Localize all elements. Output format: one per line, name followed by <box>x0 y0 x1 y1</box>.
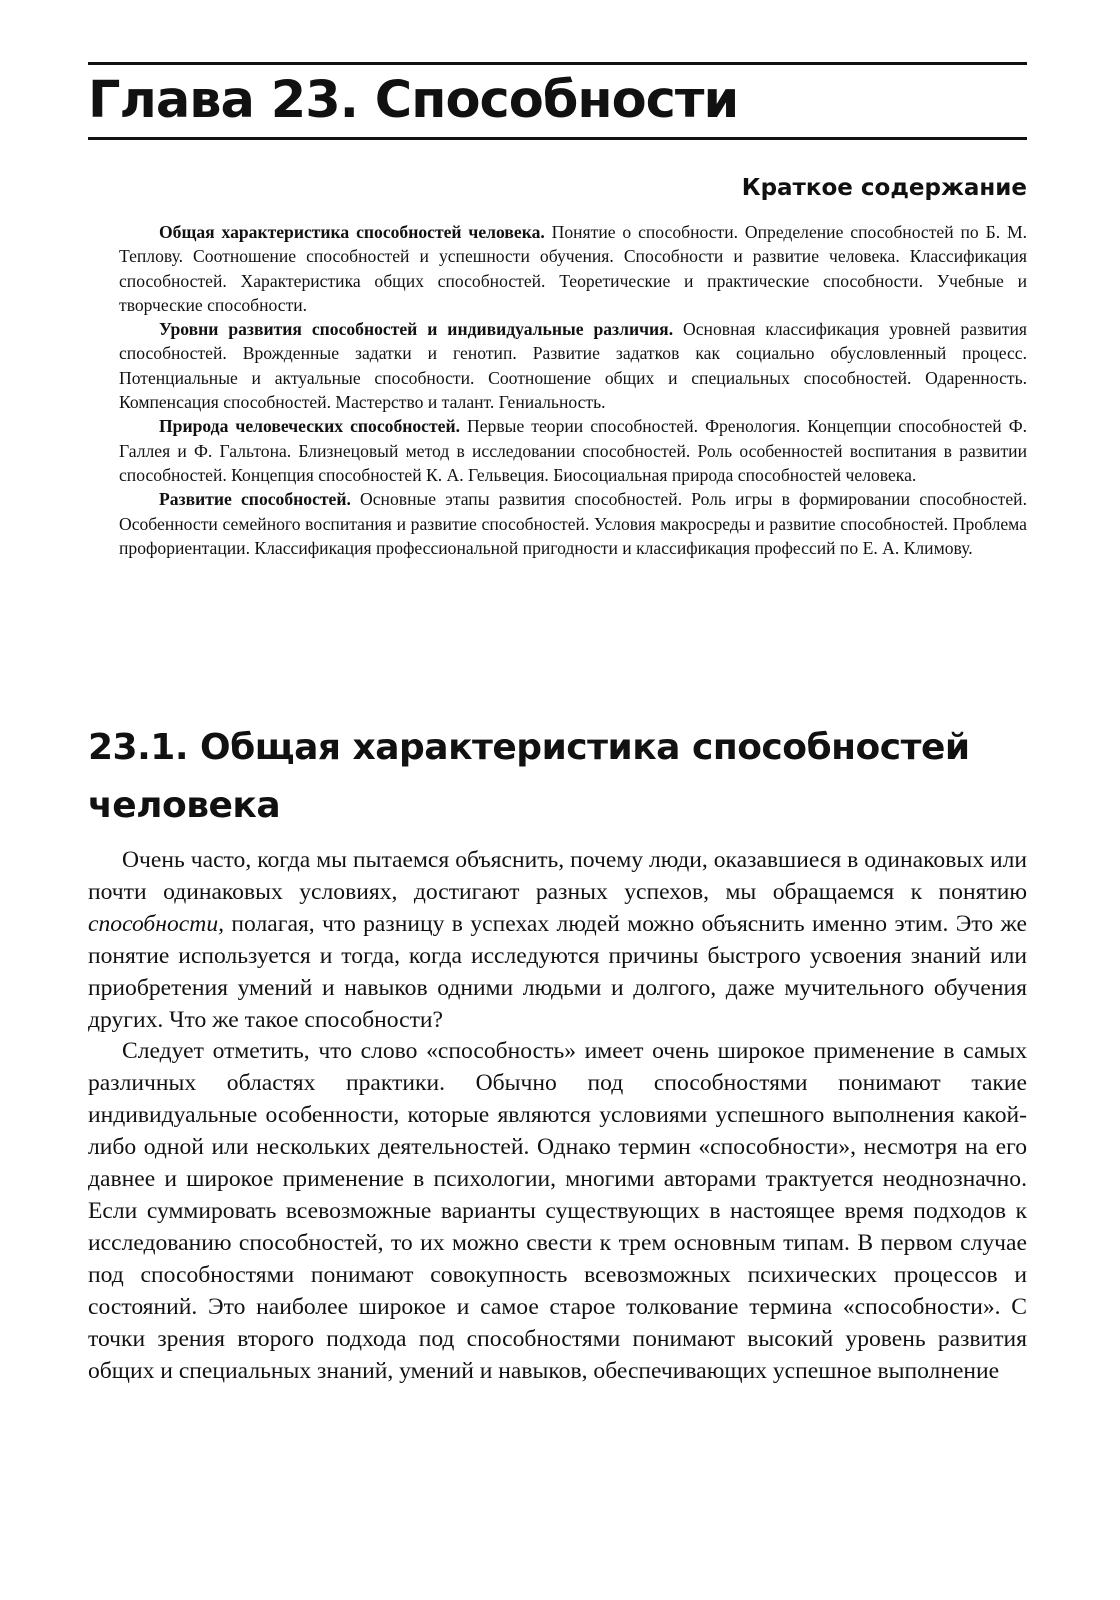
summary-text: Основные этапы развития способностей. Роль игры в формировании способностей. Особенности семейного воспитания и развитие способностей. Условия макросреды и развитие способностей. Проблема профориентации. Классификация профессиональной пригодности и классификация профессий по Е. А. Климову. <box>119 489 1027 558</box>
summary-lead: Природа человеческих способностей. <box>159 416 460 437</box>
summary-paragraph <box>119 487 1027 560</box>
section-title: 23.1. Общая характеристика способностей человека <box>88 727 970 826</box>
summary-paragraph <box>119 220 1027 317</box>
body-text-segment: Очень часто, когда мы пытаемся объяснить, почему люди, оказавшиеся в одинаковых или почти одинаковых условиях, достигают разных успехов, мы обращаемся к понятию <box>88 847 1027 905</box>
section-body <box>88 845 1027 1387</box>
emphasized-term: способности, <box>88 910 225 937</box>
summary-text: Основная классификация уровней развития способностей. Врожденные задатки и генотип. Развитие задатков как социально обусловленный процесс. Потенциальные и актуальные способности. Соотношение общих и специальных способностей. Одаренность. Компенсация способностей. Мастерство и талант. Гениальность. <box>119 319 1027 413</box>
summary-lead: Уровни развития способностей и индивидуальные различия. <box>159 319 674 340</box>
summary-paragraph <box>119 414 1027 487</box>
summary-lead: Общая характеристика способностей человека. <box>159 222 545 242</box>
summary-text: Понятие о способности. Определение способностей по Б. М. Теплову. Соотношение способностей и успешности обучения. Способности и развитие человека. Классификация способностей. Характеристика общих способностей. Теоретические и практические способности. Учебные и творческие способности. <box>119 222 1027 315</box>
summary-block <box>119 220 1027 560</box>
top-rule <box>88 62 1027 65</box>
summary-paragraph <box>119 317 1027 414</box>
body-text-segment: полагая, что разницу в успехах людей можно объяснить именно этим. Это же понятие используется и тогда, когда исследуются причины быстрого усвоения знаний или приобретения умений и навыков одними людьми и долгого, даже мучительного обучения других. Что же такое способности? <box>88 910 1027 1033</box>
bottom-rule <box>88 137 1027 140</box>
summary-lead: Развитие способностей. <box>159 489 351 510</box>
summary-text: Первые теории способностей. Френология. Концепции способностей Ф. Галлея и Ф. Гальтона. Близнецовый метод в исследовании способностей. Роль особенностей воспитания в развитии способностей. Концепция способностей К. А. Гельвеция. Биосоциальная природа способностей человека. <box>119 416 1027 485</box>
body-paragraph <box>88 845 1027 1036</box>
body-paragraph: Следует отметить, что слово «способность» имеет очень широкое применение в самых различных областях практики. Обычно под способностями понимают такие индивидуальные особенности, которые являются условиями успешного выполнения какой-либо одной или нескольких деятельностей. Однако термин «способности», несмотря на его давнее и широкое применение в психологии, многими авторами трактуется неоднозначно. Если суммировать всевозможные варианты существующих в настоящее время подходов к исследованию способностей, то их можно свести к трем основным типам. В первом случае под способностями понимают совокупность всевозможных психических процессов и состояний. Это наиболее широкое и самое старое толкование термина «способности». С точки зрения второго подхода под способностями понимают высокий уровень развития общих и специальных знаний, умений и навыков, обеспечивающих успешное выполнение <box>88 1038 1027 1384</box>
summary-heading: Краткое содержание <box>741 175 1027 201</box>
chapter-title: Глава 23. Способности <box>88 71 739 130</box>
